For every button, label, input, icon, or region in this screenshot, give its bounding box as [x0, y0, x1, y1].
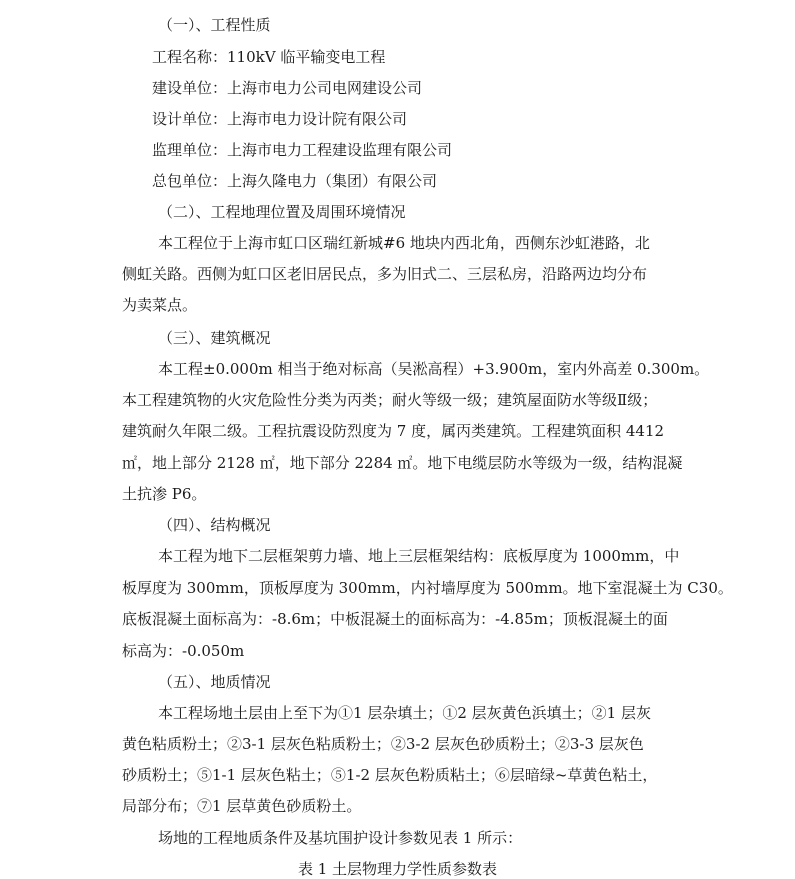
paragraph-line: 本工程场地土层由上至下为①1 层杂填土；①2 层灰黄色浜填土；②1 层灰: [158, 704, 651, 722]
general-contractor: 总包单位：上海久隆电力（集团）有限公司: [152, 172, 438, 190]
paragraph-line: 板厚度为 300mm，顶板厚度为 300mm，内衬墙厚度为 500mm。地下室混凝土为 C30。: [122, 579, 733, 597]
design-unit: 设计单位：上海市电力设计院有限公司: [152, 110, 408, 128]
section-heading-3: （三）、建筑概况: [158, 329, 271, 347]
section-heading-1: （一）、工程性质: [158, 16, 271, 34]
paragraph-line: 建筑耐久年限二级。工程抗震设防烈度为 7 度，属丙类建筑。工程建筑面积 4412: [122, 422, 665, 440]
table-reference: 场地的工程地质条件及基坑围护设计参数见表 1 所示：: [158, 829, 523, 847]
paragraph-line: 底板混凝土面标高为：-8.6m；中板混凝土的面标高为：-4.85m；顶板混凝土的面: [122, 610, 668, 628]
paragraph-line: 本工程位于上海市虹口区瑞红新城#6 地块内西北角，西侧东沙虹港路，北: [158, 234, 650, 252]
section-heading-4: （四）、结构概况: [158, 516, 271, 534]
supervision-unit: 监理单位：上海市电力工程建设监理有限公司: [152, 141, 453, 159]
section-heading-2: （二）、工程地理位置及周围环境情况: [158, 203, 406, 221]
table-caption: 表 1 土层物理力学性质参数表: [297, 860, 498, 878]
paragraph-line: 局部分布；⑦1 层草黄色砂质粉土。: [122, 797, 362, 815]
construction-unit: 建设单位：上海市电力公司电网建设公司: [152, 79, 423, 97]
paragraph-line: 黄色粘质粉土；②3-1 层灰色粘质粉土；②3-2 层灰色砂质粉土；②3-3 层灰色: [122, 735, 644, 753]
section-heading-5: （五）、地质情况: [158, 673, 271, 691]
paragraph-line: 砂质粉土；⑤1-1 层灰色粘土；⑤1-2 层灰色粉质粘土；⑥层暗绿~草黄色粘土，: [122, 766, 658, 784]
paragraph-line: 本工程为地下二层框架剪力墙、地上三层框架结构：底板厚度为 1000mm，中: [158, 547, 680, 565]
paragraph-line: 标高为：-0.050m: [122, 642, 245, 660]
project-name: 工程名称：110kV 临平输变电工程: [152, 48, 386, 66]
paragraph-line: 土抗渗 P6。: [122, 485, 207, 503]
paragraph-line: 侧虹关路。西侧为虹口区老旧居民点，多为旧式二、三层私房，沿路两边均分布: [122, 265, 648, 283]
paragraph-line: 本工程建筑物的火灾危险性分类为丙类；耐火等级一级；建筑屋面防水等级Ⅱ级；: [122, 391, 658, 409]
paragraph-line: ㎡，地上部分 2128 ㎡，地下部分 2284 ㎡。地下电缆层防水等级为一级，结构混凝: [122, 454, 683, 472]
paragraph-line: 本工程±0.000m 相当于绝对标高（吴淞高程）+3.900m，室内外高差 0.300m。: [158, 360, 710, 378]
paragraph-line: 为卖菜点。: [122, 296, 198, 314]
